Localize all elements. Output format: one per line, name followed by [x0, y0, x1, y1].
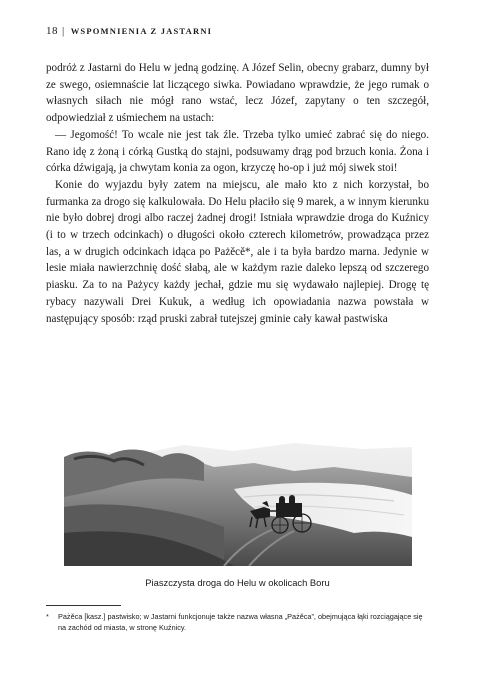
header-separator: |: [62, 25, 65, 37]
footnote-text: Pażěca [kasz.] pastwisko; w Jastarni funkcjonuje także nazwa własna „Pażěca”, obejmująca łąki rozciągające się na zachód od miasta, w stronę Kuźnicy.: [58, 612, 423, 632]
photo-sandy-road: [64, 437, 412, 566]
running-header: [46, 24, 440, 38]
footnote: [46, 611, 429, 633]
body-text: [46, 60, 429, 327]
paragraph-1: podróż z Jastarni do Helu w jedną godzinę. A Józef Selin, obecny grabarz, dumny był ze swego, osiemnaście lat liczącego siwka. Powiadano wprawdzie, że jego rumak o własnych siłach nie mógł rano wstać, lecz Józef, zapytany o ten szczegół, odpowiedział z uśmiechem na ustach:: [46, 62, 429, 125]
page-number: 18: [46, 25, 58, 37]
paragraph-3: Konie do wyjazdu były zatem na miejscu, ale mało kto z nich korzystał, bo furmanka za drogo się kalkulowała. Do Helu płaciło się 9 marek, a w innym kierunku nie było dobrej drogi albo raczej żadnej drogi! Istniała wprawdzie droga do Kuźnicy (i to w trzech odcinkach) o długości około czterech kilometrów, prowadząca przez las, a w drugich odcinkach idąca po Pażěcě*, ale i ta była bardzo marna. Jedynie w lesie miała nawierzchnię dość słabą, ale w każdym razie daleko lepszą od szczerego piasku. Za to na Pażycy każdy jechał, gdzie mu się wydawało najlepiej. Drogę tę rybacy nazywali Drei Kukuk, a według ich opowiadania nazwa powstała w następujący sposób: rząd pruski zabrał tutejszej gminie cały kawał pastwiska: [46, 178, 429, 325]
photo-caption: Piaszczysta droga do Helu w okolicach Boru: [145, 577, 330, 588]
footnote-marker: *: [46, 612, 49, 621]
paragraph-2: — Jegomość! To wcale nie jest tak źle. Trzeba tylko umieć zabrać się do niego. Rano idę z żoną i córką Gustką do stajni, podsuwamy drąg pod brzuch konia. Żona i córka dźwigają, ja chwytam konia za ogon, krzyczę ho-op i już mój siwek stoi!: [46, 128, 429, 175]
photo-illustration: [64, 437, 412, 566]
footnote-divider: [46, 605, 121, 606]
header-title: WSPOMNIENIA Z JASTARNI: [70, 26, 213, 36]
